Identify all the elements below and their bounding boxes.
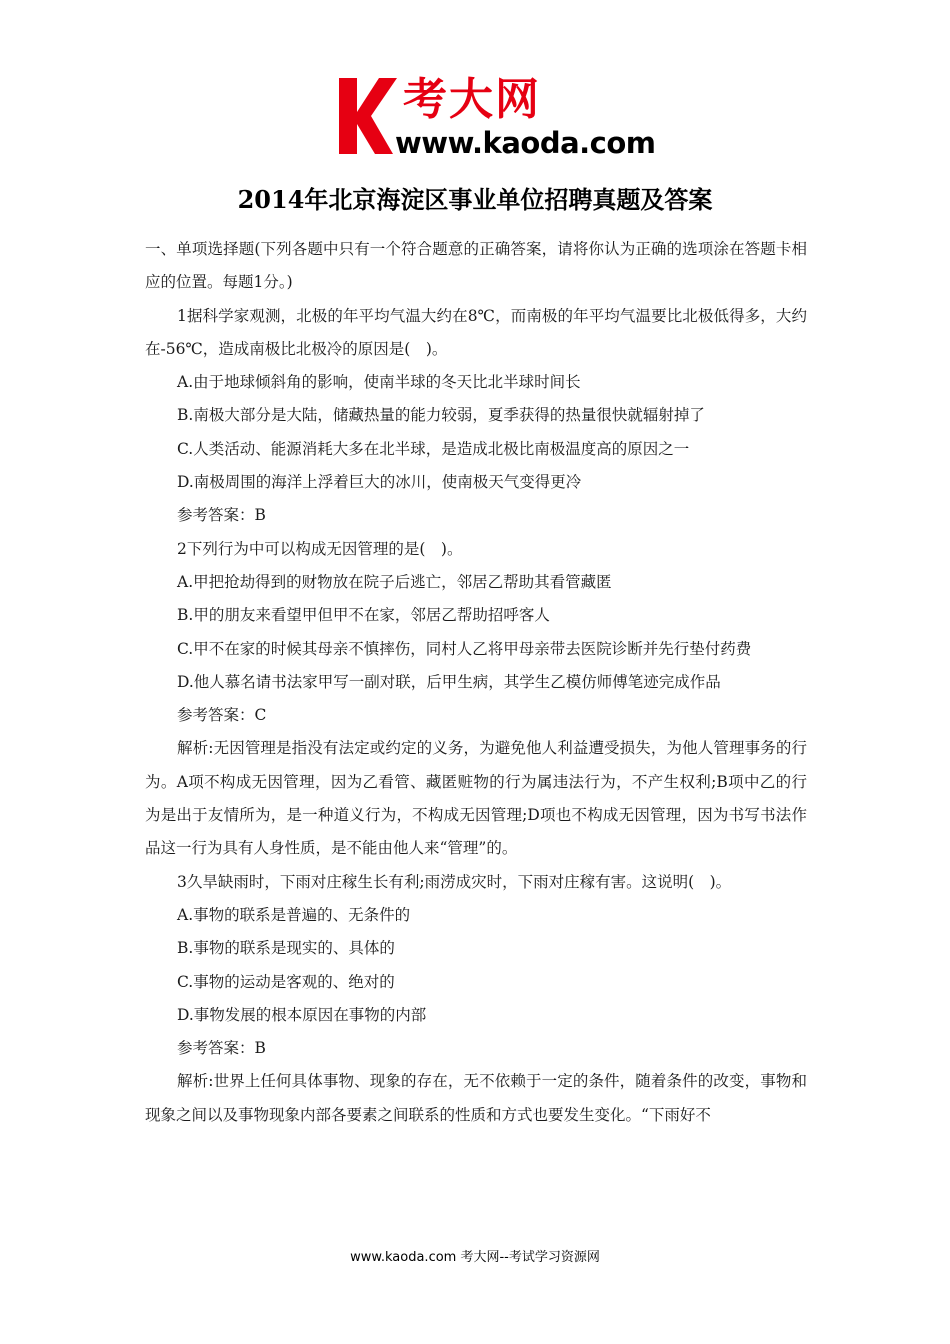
option-b: B.甲的朋友来看望甲但甲不在家，邻居乙帮助招呼客人 [177, 606, 550, 625]
option-b: B.南极大部分是大陆，储藏热量的能力较弱，夏季获得的热量很快就辐射掉了 [177, 406, 705, 425]
answer: 参考答案：B [177, 506, 266, 525]
option-c: C.人类活动、能源消耗大多在北半球，是造成北极比南极温度高的原因之一 [177, 439, 690, 458]
analysis: 解析:无因管理是指没有法定或约定的义务，为避免他人利益遭受损失，为他人管理事务的行为。A项不构成无因管理，因为乙看管、藏匿赃物的行为属违法行为，不产生权利;B项中乙的行为是出于友情所为，是一种道义行为，不构成无因管理;D项也不构成无因管理，因为书写书法作品这一行为具有人身性质，是不能由他人来“管理”的。 [145, 739, 807, 858]
section-intro: 一、单项选择题(下列各题中只有一个符合题意的正确答案，请将你认为正确的选项涂在答题卡相应的位置。每题1分。) [145, 240, 807, 292]
answer: 参考答案：C [177, 706, 267, 725]
question-stem: 1据科学家观测，北极的年平均气温大约在8℃，而南极的年平均气温要比北极低得多，大约在-56℃，造成南极比北极冷的原因是( )。 [145, 306, 807, 358]
kaoda-k-logo-icon [333, 72, 403, 158]
option-a: A.由于地球倾斜角的影响，使南半球的冬天比北半球时间长 [177, 373, 581, 392]
logo-title: 考大网 [403, 74, 541, 125]
question-stem: 2下列行为中可以构成无因管理的是( )。 [177, 539, 463, 558]
kaoda-logo [333, 72, 656, 162]
option-a: A.事物的联系是普遍的、无条件的 [177, 905, 411, 924]
logo-url: www.kaoda.com [395, 126, 656, 160]
option-d: D.南极周围的海洋上浮着巨大的冰川，使南极天气变得更冷 [177, 473, 582, 492]
option-c: C.甲不在家的时候其母亲不慎摔伤，同村人乙将甲母亲带去医院诊断并先行垫付药费 [177, 639, 752, 658]
option-b: B.事物的联系是现实的、具体的 [177, 939, 395, 958]
option-c: C.事物的运动是客观的、绝对的 [177, 972, 395, 991]
question-stem: 3久旱缺雨时，下雨对庄稼生长有利;雨涝成灾时，下雨对庄稼有害。这说明( )。 [177, 872, 732, 891]
page-footer: www.kaoda.com 考大网--考试学习资源网 [350, 1250, 600, 1265]
answer: 参考答案：B [177, 1039, 266, 1058]
document-body [145, 233, 807, 1132]
document-title: 2014年北京海淀区事业单位招聘真题及答案 [237, 185, 713, 214]
analysis: 解析:世界上任何具体事物、现象的存在，无不依赖于一定的条件，随着条件的改变，事物和现象之间以及事物现象内部各要素之间联系的性质和方式也要发生变化。“下雨好不 [145, 1072, 807, 1124]
option-a: A.甲把抢劫得到的财物放在院子后逃亡，邻居乙帮助其看管藏匿 [177, 572, 612, 591]
option-d: D.他人慕名请书法家甲写一副对联，后甲生病，其学生乙模仿师傅笔迹完成作品 [177, 672, 721, 691]
option-d: D.事物发展的根本原因在事物的内部 [177, 1005, 427, 1024]
